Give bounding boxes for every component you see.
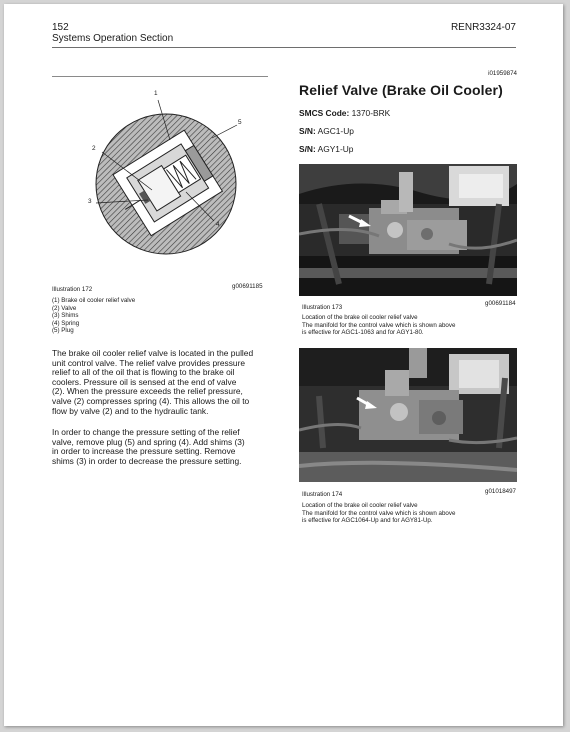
adjustment-paragraph bbox=[52, 428, 245, 466]
illustration-173-label: Illustration 173 bbox=[302, 304, 343, 311]
callout-5: 5 bbox=[238, 119, 242, 126]
header-rule bbox=[52, 47, 516, 48]
callout-2: 2 bbox=[92, 145, 96, 152]
smcs-code bbox=[299, 108, 390, 118]
legend-item: (2) Valve bbox=[52, 304, 77, 312]
paragraph-line: shims (3) in order to decrease the pressure setting. bbox=[52, 455, 242, 466]
legend-item: (1) Brake oil cooler relief valve bbox=[52, 297, 136, 304]
legend-item: (5) Plug bbox=[52, 327, 74, 335]
description-paragraph bbox=[52, 349, 253, 416]
left-column-rule bbox=[52, 76, 268, 77]
illustration-173-caption bbox=[302, 314, 455, 337]
paragraph-line: coolers. Pressure oil is sensed at the end of valve bbox=[52, 376, 237, 387]
illustration-172-label: Illustration 172 bbox=[52, 286, 93, 293]
smcs-label: SMCS Code: bbox=[299, 108, 350, 118]
caption-line: Location of the brake oil cooler relief valve bbox=[302, 502, 418, 509]
section-name: Systems Operation Section bbox=[52, 33, 174, 44]
caption-line: The manifold for the control valve which is shown above bbox=[302, 509, 456, 517]
caption-line: Location of the brake oil cooler relief valve bbox=[302, 314, 418, 321]
paragraph-line: unit control valve. The relief valve provides pressure bbox=[52, 357, 246, 368]
paragraph-line: (2). When the pressure exceeds the relief pressure, bbox=[52, 386, 243, 397]
callout-4: 4 bbox=[216, 221, 220, 228]
page-title: Relief Valve (Brake Oil Cooler) bbox=[299, 82, 503, 98]
manual-page bbox=[4, 4, 563, 726]
sn-label: S/N: bbox=[299, 126, 316, 136]
illustration-174-code: g01018497 bbox=[485, 488, 516, 495]
caption-line: is effective for AGC1064-Up and for AGY81-Up. bbox=[302, 517, 433, 525]
sn-label: S/N: bbox=[299, 144, 316, 154]
caption-line: The manifold for the control valve which is shown above bbox=[302, 321, 456, 329]
legend-list bbox=[52, 297, 135, 335]
document-id: RENR3324-07 bbox=[450, 22, 516, 33]
caption-line: is effective for AGC1-1063 and for AGY1-80. bbox=[302, 329, 424, 337]
callout-3: 3 bbox=[88, 198, 92, 205]
paragraph-line: In order to change the pressure setting of the relief bbox=[52, 427, 240, 437]
paragraph-line: relief to all of the oil that is flowing to the brake oil bbox=[52, 367, 235, 378]
relief-valve-cutaway-diagram bbox=[74, 88, 254, 268]
serial-range-2 bbox=[299, 144, 353, 154]
reference-id: i01959874 bbox=[488, 70, 517, 77]
illustration-172-code: g00691185 bbox=[232, 283, 263, 290]
paragraph-line: in order to increase the pressure setting. Remove bbox=[52, 446, 236, 457]
sn-value: AGY1-Up bbox=[317, 144, 354, 154]
legend-item: (4) Spring bbox=[52, 319, 80, 327]
sn-value: AGC1-Up bbox=[317, 126, 354, 136]
illustration-174-caption bbox=[302, 502, 455, 525]
callout-1: 1 bbox=[154, 90, 158, 97]
page-number: 152 bbox=[52, 22, 69, 33]
paragraph-line: valve, remove plug (5) and spring (4). Add shims (3) bbox=[52, 436, 245, 447]
paragraph-line: The brake oil cooler relief valve is located in the pulled bbox=[52, 348, 254, 358]
serial-range-1 bbox=[299, 126, 354, 136]
paragraph-line: flow by valve (2) and to the hydraulic tank. bbox=[52, 405, 209, 416]
illustration-173-photo bbox=[299, 164, 517, 296]
smcs-value: 1370-BRK bbox=[351, 108, 391, 118]
illustration-174-label: Illustration 174 bbox=[302, 491, 343, 498]
legend-item: (3) Shims bbox=[52, 312, 79, 320]
illustration-174-photo bbox=[299, 348, 517, 482]
illustration-173-code: g00691184 bbox=[485, 300, 516, 307]
paragraph-line: valve (2) compresses spring (4). This allows the oil to bbox=[52, 395, 250, 406]
